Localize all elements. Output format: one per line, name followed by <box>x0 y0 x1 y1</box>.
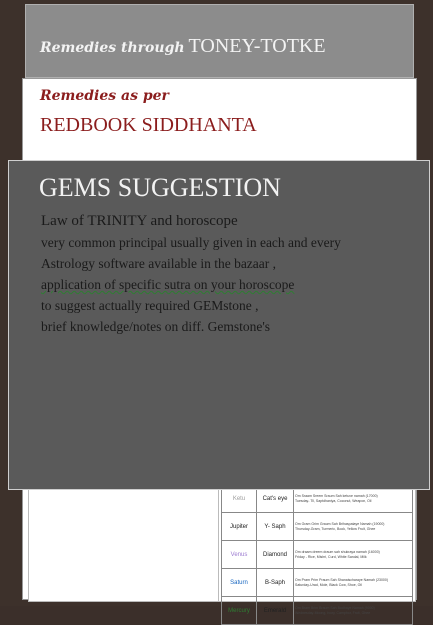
header-title-italic: Remedies through <box>40 40 185 56</box>
stone-cell: Diamond <box>257 541 294 569</box>
table-row <box>222 569 413 597</box>
gems-line: Astrology software available in the bazaar , <box>41 256 277 271</box>
mantra-cell <box>294 597 413 625</box>
planet-cell: Saturn <box>222 569 257 597</box>
redbook-title: REDBOOK SIDDHANTA <box>40 114 257 136</box>
gems-suggestion-panel <box>8 160 430 490</box>
mantra-line: Thursday-Gram, Turmeric, Book, Yellow Fruit, Ghee <box>295 526 376 531</box>
planet-cell: Jupiter <box>222 513 257 541</box>
mantra-line: Om Gram Grim Graum Sah Brihaspataye Namah (19000) <box>295 522 385 526</box>
redbook-subtitle: Remedies as per <box>40 88 169 104</box>
planet-cell: Ketu <box>222 485 257 513</box>
header-banner <box>25 4 414 78</box>
stone-cell: Y- Saph <box>257 513 294 541</box>
gems-title: GEMS SUGGESTION <box>39 173 281 202</box>
mantra-cell <box>294 541 413 569</box>
mantra-line: Om Sraam Sreem Sraum Sah ketuve namah (17000) <box>295 494 378 498</box>
mantra-line: Wednesday-Moong, Ivory, Camphor, Fruit, Ghee <box>295 610 371 615</box>
mantra-line: Tuesday- Til, Saptdhaniya, Coconut, Weapon, Oil <box>295 498 372 503</box>
mantra-line: Om Bram Brim Braum Sah Budhaye Namah (9000) <box>295 606 375 610</box>
gems-text-block <box>41 211 426 337</box>
mantra-cell <box>294 569 413 597</box>
gems-line: to suggest actually required GEMstone , <box>41 298 259 313</box>
header-title <box>40 35 326 58</box>
stone-cell: B-Saph <box>257 569 294 597</box>
header-title-upper: TONEY-TOTKE <box>188 35 326 57</box>
stone-cell: Cat's eye <box>257 485 294 513</box>
mantra-line: Friday - Rice, Mishri, Curd, White Sandal, Milk <box>295 554 367 559</box>
planet-cell: Mercury <box>222 597 257 625</box>
gems-line: brief knowledge/notes on diff. Gemstone's <box>41 319 271 334</box>
table-row <box>222 513 413 541</box>
stone-cell: Emerald <box>257 597 294 625</box>
mantra-cell <box>294 513 413 541</box>
planet-cell: Venus <box>222 541 257 569</box>
gems-line: application of specific sutra on your horoscope <box>41 277 295 292</box>
gems-line: very common principal usually given in each and every <box>41 235 341 250</box>
table-row <box>222 597 413 625</box>
mantra-line: Om Pram Prim Praum Sah Shanaischaraye Namah (23000) <box>295 578 388 582</box>
gems-line: Law of TRINITY and horoscope <box>41 213 238 229</box>
mantra-line: Om draam dreem draum sah shukraya namah (16000) <box>295 550 380 554</box>
mantra-line: Saturday-Urad, Mole, Black Cow, Shoe, Oil <box>295 582 362 587</box>
table-row <box>222 541 413 569</box>
